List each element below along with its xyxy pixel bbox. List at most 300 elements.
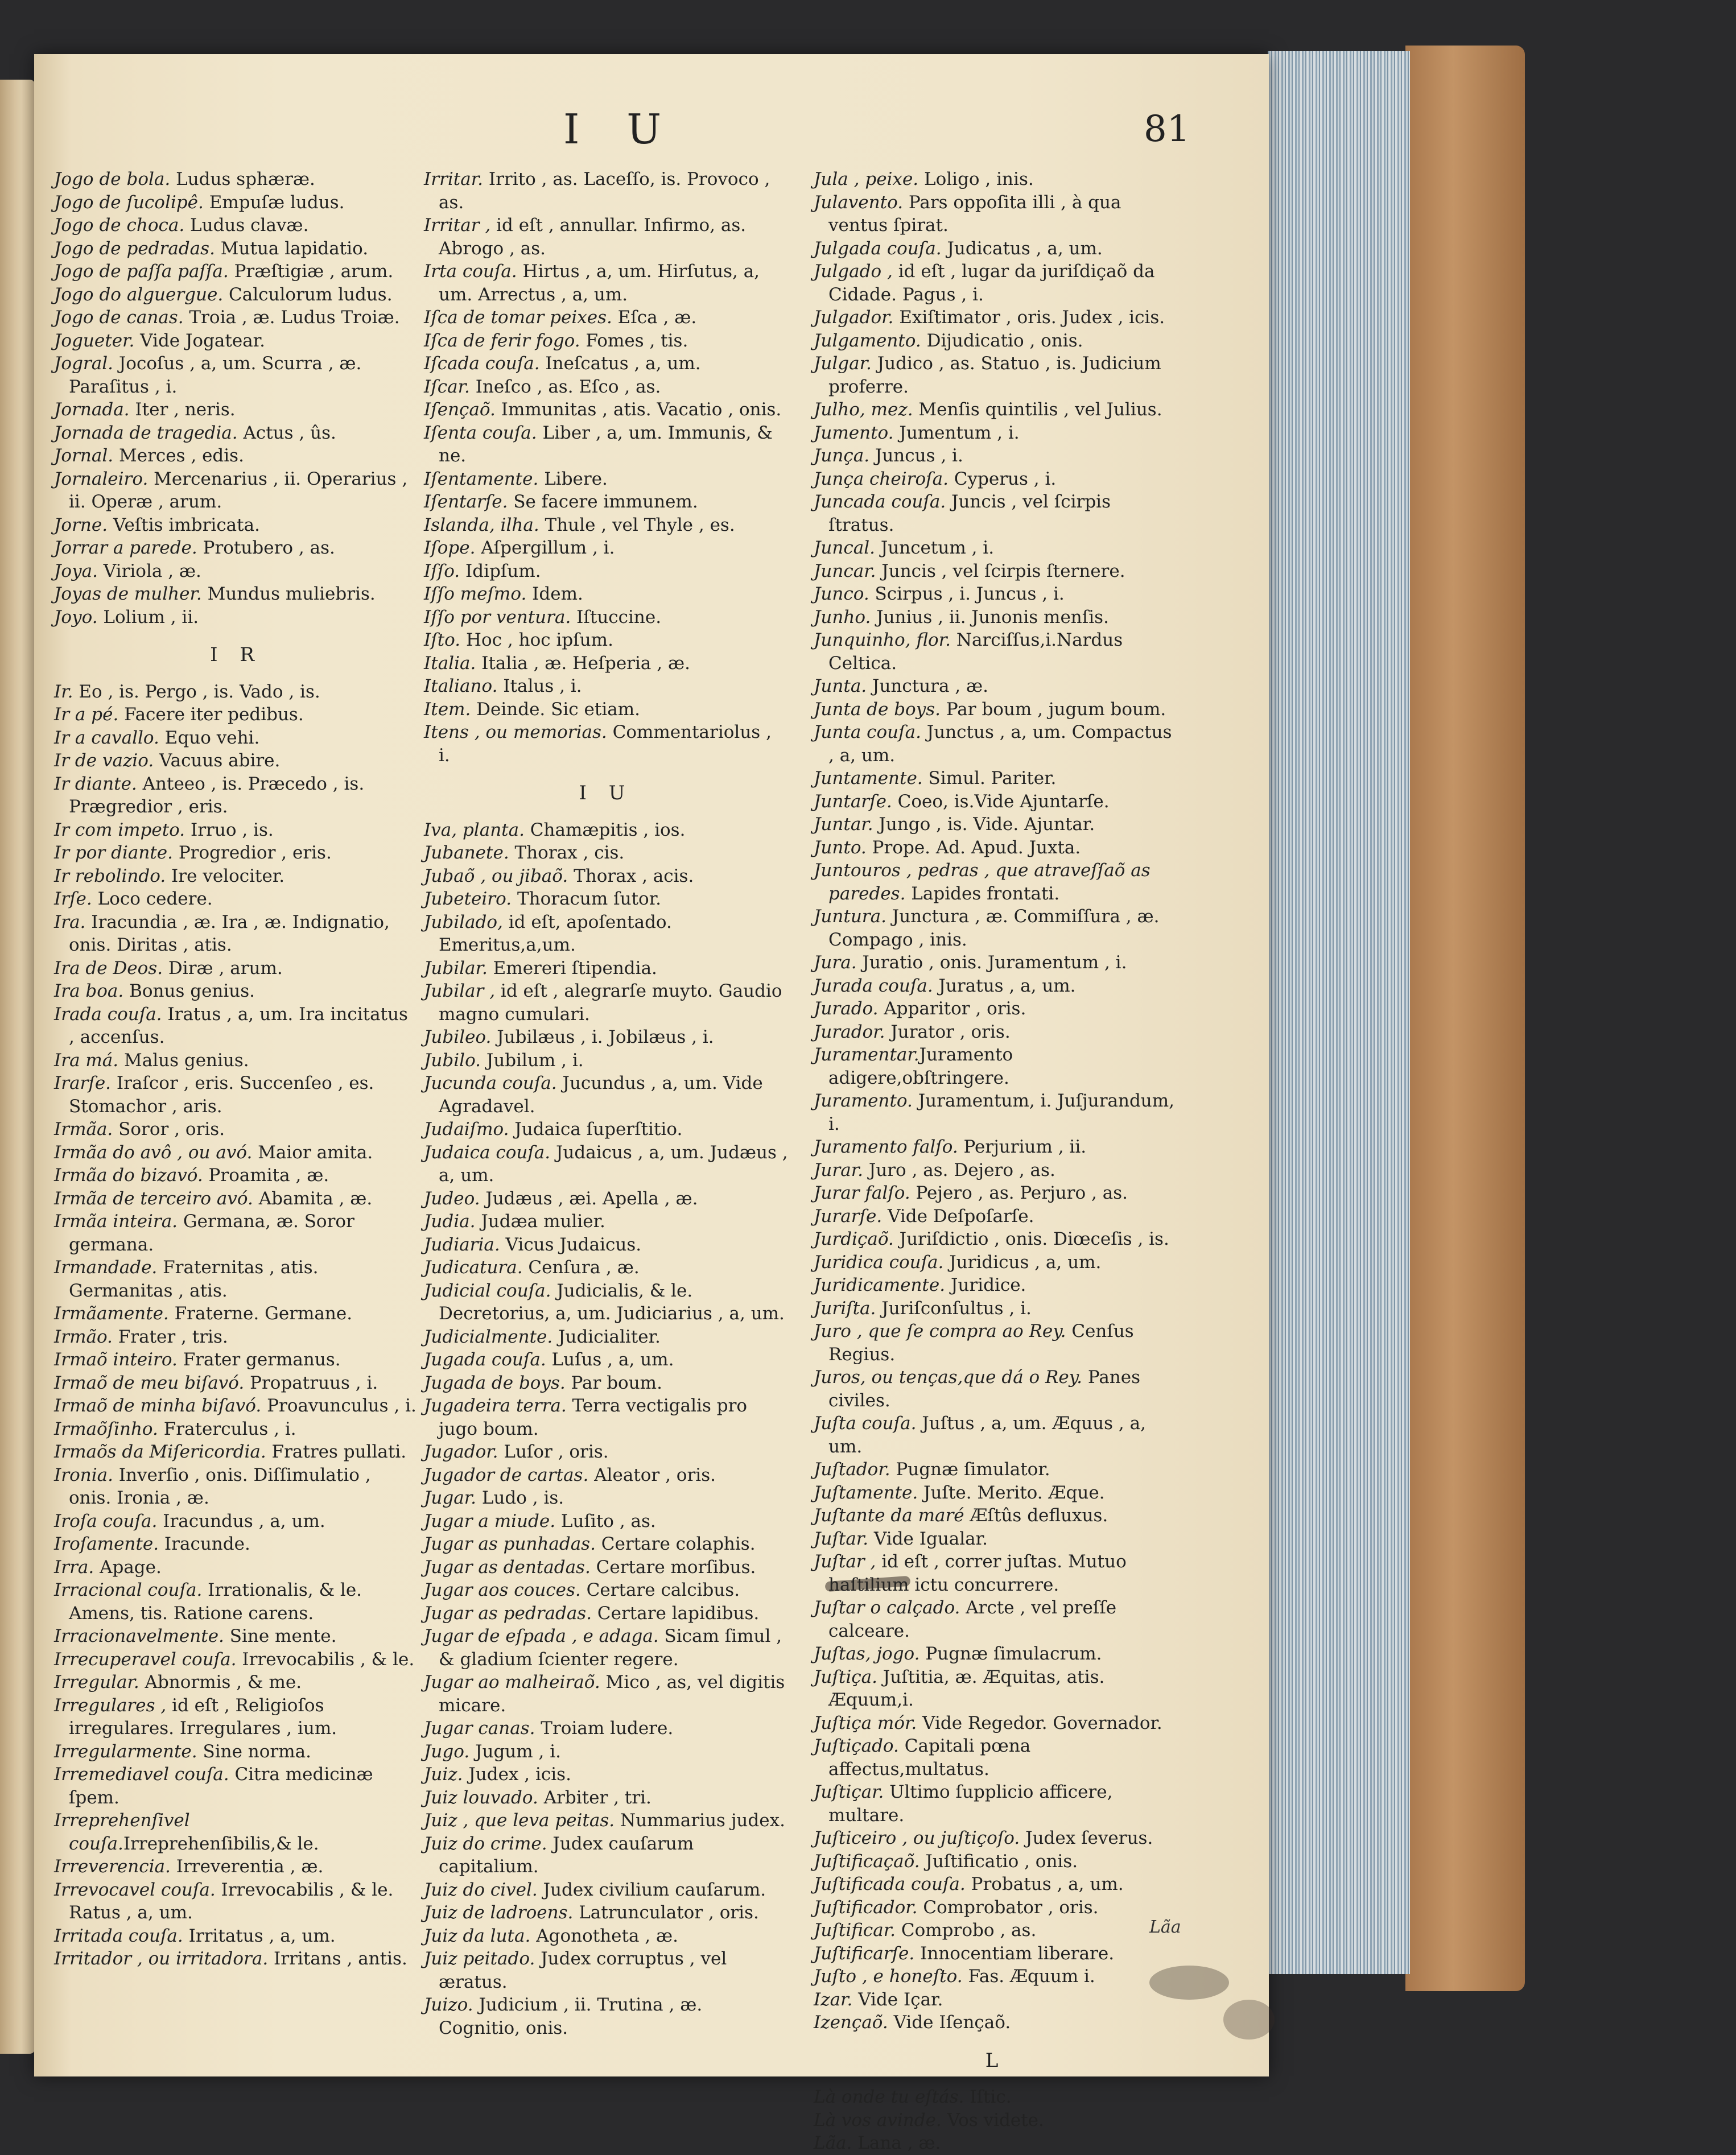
entry-translation: Anteeo , is. Præcedo , is. Prægredior , eris.: [69, 773, 365, 817]
dictionary-entry: [424, 306, 788, 329]
dictionary-entry: [54, 773, 418, 819]
entry-translation: Sine norma.: [197, 1741, 311, 1762]
entry-headword: Jorne.: [54, 514, 108, 535]
entry-translation: Malus genius.: [118, 1050, 249, 1071]
entry-headword: Junto.: [814, 837, 867, 858]
dictionary-entry: [814, 836, 1178, 860]
entry-translation: Certare colaphis.: [595, 1534, 756, 1554]
entry-translation: Par boum , jugum boum.: [940, 699, 1166, 720]
dictionary-entry: [54, 260, 418, 283]
entry-headword: Jogo de ſucolipê.: [54, 192, 204, 213]
entry-translation: Jubilæus , i. Jobilæus , i.: [491, 1027, 714, 1047]
entry-headword: Lãa.: [814, 2133, 852, 2153]
dictionary-entry: [814, 1596, 1178, 1642]
entry-headword: Iſca de ferir fogo.: [424, 330, 580, 351]
dictionary-entry: [54, 1256, 418, 1302]
dictionary-entry: [814, 859, 1178, 905]
entry-translation: Certare morſibus.: [590, 1557, 756, 1578]
dictionary-entry: [814, 329, 1178, 353]
dictionary-entry: [424, 1763, 788, 1786]
dictionary-entry: [54, 1925, 418, 1948]
entry-headword: Ira de Deos.: [54, 957, 163, 979]
entry-translation: Vicus Judaicus.: [500, 1234, 642, 1255]
entry-translation: Certare calcibus.: [580, 1580, 740, 1600]
entry-translation: Jumentum , i.: [893, 422, 1020, 443]
dictionary-entry: [424, 560, 788, 583]
entry-headword: Irmãa.: [54, 1119, 113, 1140]
entry-headword: Jugar aos couces.: [424, 1580, 581, 1600]
entry-headword: Jubeteiro.: [424, 889, 512, 909]
column-3: [814, 168, 1178, 2155]
dictionary-entry: [814, 536, 1178, 560]
dictionary-entry: [54, 1694, 418, 1740]
dictionary-entry: [424, 819, 788, 842]
entry-headword: Judiaria.: [424, 1234, 500, 1255]
entry-translation: Agonotheta , æ.: [530, 1925, 678, 1946]
dictionary-entry: [424, 1901, 788, 1925]
dictionary-entry: [54, 726, 418, 750]
entry-headword: Jura.: [814, 952, 857, 973]
dictionary-entry: [424, 652, 788, 675]
entry-translation: Veſtis imbricata.: [108, 514, 260, 535]
entry-translation: Inverſio , onis. Diſſimulatio , onis. Ironia , æ.: [69, 1464, 371, 1508]
dictionary-entry: [54, 1003, 418, 1049]
dictionary-entry: [54, 191, 418, 214]
dictionary-entry: [424, 721, 788, 767]
entry-headword: Irritador , ou irritadora.: [54, 1948, 269, 1969]
entry-translation: Apage.: [94, 1557, 162, 1578]
entry-headword: Juntouros , pedras , que atraveſſaõ as paredes.: [814, 860, 1151, 904]
entry-translation: Jucundus , a, um. Vide Agradavel.: [439, 1073, 763, 1117]
dictionary-entry: [54, 536, 418, 560]
dictionary-entry: [814, 1504, 1178, 1528]
entry-headword: Jurdiçaõ.: [814, 1229, 894, 1249]
entry-headword: Juncada couſa.: [814, 492, 946, 512]
entry-headword: Irreprehenſivel couſa.: [54, 1810, 190, 1854]
dictionary-entry: [814, 997, 1178, 1021]
dictionary-entry: [814, 1205, 1178, 1228]
entry-translation: Loco cedere.: [92, 889, 213, 909]
entry-headword: Joyo.: [54, 606, 98, 627]
entry-translation: Vos videte.: [941, 2109, 1044, 2131]
dictionary-entry: [54, 1510, 418, 1533]
entry-translation: Juncis , vel ſcirpis ſtratus.: [828, 492, 1111, 535]
dictionary-entry: [54, 1855, 418, 1879]
entry-headword: Juſta couſa.: [814, 1413, 917, 1434]
entry-translation: Præſtigiæ , arum.: [228, 261, 394, 282]
entry-headword: Judicatura.: [424, 1257, 523, 1278]
entry-translation: Luſus , a, um.: [546, 1349, 674, 1370]
entry-headword: Ira má.: [54, 1050, 119, 1071]
entry-translation: Juſte. Merito. Æque.: [918, 1482, 1105, 1503]
entry-headword: Juro , que ſe compra ao Rey.: [814, 1321, 1066, 1341]
dictionary-entry: [54, 1879, 418, 1925]
entry-translation: Ludus clavæ.: [184, 215, 309, 236]
entry-translation: id eſt , lugar da juriſdiçaõ da Cidade. Pagus , i.: [828, 261, 1155, 305]
dictionary-entry: [424, 1579, 788, 1602]
dictionary-entry: [424, 1925, 788, 1948]
entry-headword: Judeo.: [424, 1188, 480, 1209]
entry-headword: Ir com impeto.: [54, 819, 185, 840]
entry-translation: Thoracum ſutor.: [512, 889, 661, 909]
entry-translation: Equo vehi.: [159, 727, 260, 748]
entry-headword: Juſto , e honeſto.: [814, 1966, 963, 1987]
dictionary-entry: [54, 865, 418, 888]
dictionary-entry: [54, 1187, 418, 1211]
dictionary-entry: [814, 398, 1178, 422]
entry-translation: Jocoſus , a, um. Scurra , æ. Paraſitus , i.: [69, 353, 362, 397]
entry-translation: Frater germanus.: [177, 1349, 341, 1370]
entry-headword: Juiz , que leva peitas.: [424, 1810, 615, 1831]
dictionary-entry: [54, 1394, 418, 1418]
entry-translation: Pugnæ ſimulacrum.: [919, 1644, 1102, 1664]
entry-headword: Juntamente.: [814, 768, 923, 788]
entry-headword: Iſcar.: [424, 376, 470, 397]
entry-translation: Jubilum , i.: [481, 1050, 584, 1071]
dictionary-entry: [424, 1141, 788, 1187]
entry-headword: Junta couſa.: [814, 722, 921, 742]
entry-headword: Juiz louvado.: [424, 1787, 538, 1808]
book-cover-edge: [1405, 46, 1525, 1991]
entry-headword: Junça cheiroſa.: [814, 468, 949, 489]
dictionary-entry: [424, 980, 788, 1026]
entry-headword: Jugar ao malheiraõ.: [424, 1672, 600, 1692]
entry-translation: Irreprehenſibilis,& le.: [123, 1833, 319, 1854]
entry-translation: Merces , edis.: [113, 445, 244, 466]
entry-headword: Irta couſa.: [424, 261, 517, 282]
dictionary-entry: [54, 1625, 418, 1648]
entry-translation: Prope. Ad. Apud. Juxta.: [866, 837, 1081, 858]
entry-headword: Ir por diante.: [54, 843, 173, 863]
entry-translation: Ultimo ſupplicio afficere, multare.: [828, 1782, 1113, 1826]
entry-translation: Judicatus , a, um.: [941, 238, 1103, 259]
dictionary-entry: [54, 819, 418, 842]
entry-headword: Julgado ,: [814, 261, 893, 282]
dictionary-entry: [814, 1988, 1178, 2012]
entry-headword: Jugada de boys.: [424, 1372, 566, 1393]
entry-translation: Pars oppoſita illi , à qua ventus ſpirat.: [828, 192, 1121, 236]
dictionary-entry: [424, 841, 788, 865]
entry-translation: Panes civiles.: [828, 1367, 1141, 1411]
entry-headword: Juſtiça mór.: [814, 1712, 917, 1733]
entry-translation: Judæa mulier.: [475, 1211, 605, 1232]
entry-translation: Ineſcatus , a, um.: [539, 353, 701, 374]
dictionary-entry: [814, 422, 1178, 445]
dictionary-entry: [54, 352, 418, 398]
dictionary-entry: [814, 975, 1178, 998]
entry-translation: Ludus sphæræ.: [170, 169, 315, 189]
entry-translation: id eſt, apoſentado. Emeritus,a,um.: [439, 911, 672, 955]
dictionary-entry: [424, 1809, 788, 1832]
entry-headword: Irmãa do avô , ou avó.: [54, 1142, 253, 1163]
entry-headword: Junça.: [814, 445, 870, 466]
entry-headword: Irmaõ de meu biſavó.: [54, 1372, 245, 1393]
entry-translation: Junctura , æ.: [867, 676, 989, 696]
section-heading: I R: [210, 643, 262, 666]
entry-headword: Iſſo meſmo.: [424, 584, 527, 604]
entry-headword: Juridicamente.: [814, 1275, 946, 1295]
entry-translation: Junius , ii. Junonis menſis.: [871, 606, 1109, 627]
entry-translation: Judicialiter.: [552, 1326, 661, 1347]
dictionary-entry: [814, 168, 1178, 191]
dictionary-entry: [424, 1210, 788, 1233]
dictionary-entry: [814, 2132, 1178, 2155]
entry-translation: Apparitor , oris.: [878, 998, 1026, 1019]
entry-headword: Juſtificador.: [814, 1897, 918, 1918]
entry-translation: Juncis , vel ſcirpis ſternere.: [876, 560, 1125, 581]
entry-translation: Vacuus abire.: [154, 750, 281, 771]
dictionary-entry: [814, 629, 1178, 675]
entry-headword: Izençaõ.: [814, 2012, 888, 2033]
dictionary-entry: [814, 2109, 1178, 2132]
entry-translation: Bonus genius.: [123, 981, 255, 1001]
dictionary-entry: [54, 168, 418, 191]
entry-headword: Jornada de tragedia.: [54, 422, 238, 443]
entry-translation: Pejero , as. Perjuro , as.: [910, 1183, 1128, 1203]
dictionary-entry: [814, 1712, 1178, 1735]
entry-headword: Ir a pé.: [54, 704, 119, 725]
entry-headword: Junta.: [814, 676, 867, 696]
entry-translation: Actus , ûs.: [237, 422, 336, 443]
entry-headword: Irmaõſinho.: [54, 1418, 158, 1439]
dictionary-entry: [814, 260, 1178, 306]
dictionary-entry: [814, 306, 1178, 329]
entry-translation: Frater , tris.: [112, 1326, 228, 1347]
page-number: 81: [1144, 108, 1190, 150]
entry-translation: Thorax , cis.: [509, 843, 625, 863]
dictionary-entry: [814, 1274, 1178, 1297]
entry-translation: Citra medicinæ ſpem.: [69, 1764, 373, 1808]
entry-translation: Proavunculus , i.: [261, 1396, 417, 1416]
entry-headword: Ir diante.: [54, 773, 137, 794]
entry-headword: Jurar.: [814, 1159, 863, 1180]
entry-headword: Jugadeira terra.: [424, 1396, 567, 1416]
entry-headword: Junho.: [814, 606, 871, 627]
dictionary-entry: [54, 957, 418, 980]
entry-translation: Lolium , ii.: [97, 606, 199, 627]
dictionary-entry: [424, 422, 788, 468]
entry-headword: Juizo.: [424, 1995, 473, 2015]
entry-translation: Judex cauſarum capitalium.: [439, 1833, 694, 1877]
entry-headword: Jubanete.: [424, 843, 509, 863]
entry-translation: Juratio , onis. Juramentum , i.: [856, 952, 1127, 973]
entry-translation: Ineſco , as. Eſco , as.: [469, 376, 661, 397]
dictionary-entry: [424, 468, 788, 491]
entry-translation: Eo , is. Pergo , is. Vado , is.: [73, 681, 320, 702]
entry-translation: Simul. Pariter.: [922, 768, 1057, 788]
entry-headword: Iſcada couſa.: [424, 353, 540, 374]
entry-headword: Juſtar o calçado.: [814, 1597, 960, 1618]
dictionary-entry: [424, 675, 788, 698]
entry-translation: Hoc , hoc ipſum.: [460, 630, 613, 650]
entry-headword: Juſtiçado.: [814, 1736, 899, 1756]
entry-headword: Iva, planta.: [424, 819, 525, 840]
entry-translation: Iſtuccine.: [571, 606, 662, 627]
dictionary-entry: [54, 560, 418, 583]
entry-headword: Irarſe.: [54, 1073, 112, 1093]
dictionary-entry: [54, 214, 418, 237]
entry-translation: Capitali pœna affectus,multatus.: [828, 1736, 1031, 1780]
entry-translation: Cenſus Regius.: [828, 1321, 1134, 1365]
entry-headword: Jugar.: [424, 1488, 476, 1508]
dictionary-entry: [424, 514, 788, 537]
entry-translation: Juramentum, i. Juſjurandum, i.: [828, 1091, 1175, 1134]
dictionary-entry: [54, 887, 418, 911]
entry-translation: Proamita , æ.: [203, 1165, 329, 1186]
entry-headword: Joya.: [54, 560, 98, 581]
entry-translation: Mico , as, vel digitis micare.: [439, 1672, 785, 1716]
entry-headword: Juiz peitado.: [424, 1948, 535, 1969]
entry-translation: Loligo , inis.: [918, 169, 1034, 189]
dictionary-entry: [54, 749, 418, 773]
entry-headword: Irmaõ inteiro.: [54, 1349, 178, 1370]
entry-translation: Troiam ludere.: [535, 1718, 674, 1739]
dictionary-entry: [54, 1809, 418, 1855]
entry-headword: Junta de boys.: [814, 699, 941, 720]
dictionary-entry: [54, 468, 418, 514]
entry-headword: Juſtamente.: [814, 1482, 918, 1503]
entry-translation: Irrationalis, & le. Amens, tis. Ratione carens.: [69, 1580, 362, 1624]
dictionary-entry: [54, 237, 418, 261]
entry-translation: Vide Deſpoſarſe.: [882, 1206, 1034, 1227]
dictionary-entry: [424, 1256, 788, 1279]
entry-headword: Jubilado,: [424, 911, 503, 932]
entry-translation: Irreverentia , æ.: [170, 1856, 324, 1877]
entry-headword: Jurada couſa.: [814, 975, 933, 996]
entry-headword: Irregular.: [54, 1672, 139, 1692]
dictionary-entry: [424, 398, 788, 422]
entry-headword: Jogo de bola.: [54, 169, 171, 189]
running-head: I U: [563, 105, 679, 153]
section-heading: L: [985, 2049, 1007, 2072]
entry-translation: Calculorum ludus.: [223, 284, 393, 305]
entry-headword: Juſtar ,: [814, 1551, 876, 1572]
entry-headword: Ir.: [54, 681, 73, 702]
dictionary-entry: [814, 1182, 1178, 1205]
entry-translation: Coeo, is.Vide Ajuntarſe.: [892, 791, 1110, 812]
entry-headword: Juntura.: [814, 906, 886, 927]
entry-translation: Irritans , antis.: [268, 1948, 407, 1969]
dictionary-entry: [814, 2011, 1178, 2034]
entry-headword: Irſe.: [54, 889, 92, 909]
entry-translation: Thorax , acis.: [568, 865, 694, 886]
dictionary-entry: [54, 1533, 418, 1556]
entry-translation: Iracundia , æ. Ira , æ. Indignatio, onis. Diritas , atis.: [69, 911, 390, 955]
entry-headword: Irritar ,: [424, 215, 491, 236]
entry-translation: Italia , æ. Heſperia , æ.: [476, 653, 690, 674]
dictionary-entry: [54, 703, 418, 726]
entry-headword: Juſtificada couſa.: [814, 1874, 966, 1894]
entry-translation: Arbiter , tri.: [538, 1787, 651, 1808]
dictionary-entry: [424, 1671, 788, 1717]
entry-headword: Jornaleiro.: [54, 468, 149, 489]
entry-headword: Ir a cavallo.: [54, 727, 159, 748]
dictionary-entry: [814, 1043, 1178, 1089]
entry-translation: Mutua lapidatio.: [215, 238, 369, 259]
entry-translation: Irrevocabilis , & le.: [236, 1649, 415, 1670]
entry-translation: Idipſum.: [460, 560, 541, 581]
entry-headword: Jubilo.: [424, 1050, 481, 1071]
entry-translation: Protubero , as.: [197, 538, 335, 558]
entry-headword: Iſto.: [424, 630, 461, 650]
entry-translation: id eſt , alegrarſe muyto. Gaudio magno cumulari.: [439, 981, 782, 1025]
entry-headword: Jugar as pedradas.: [424, 1603, 592, 1624]
dictionary-entry: [54, 1579, 418, 1625]
dictionary-entry: [54, 1648, 418, 1671]
entry-headword: Junquinho, flor.: [814, 630, 951, 650]
dictionary-entry: [424, 1464, 788, 1487]
entry-translation: Italus , i.: [497, 676, 582, 696]
entry-translation: Aſpergillum , i.: [475, 538, 615, 558]
entry-headword: Là vos avinde.: [814, 2109, 942, 2131]
entry-translation: Juramento adigere,obſtringere.: [828, 1045, 1013, 1088]
entry-translation: Judaica ſuperſtitio.: [509, 1119, 683, 1140]
entry-headword: Iroſamente.: [54, 1534, 159, 1554]
dictionary-entry: [54, 1164, 418, 1187]
entry-translation: Hirtus , a, um. Hirſutus, a, um. Arrectus , a, um.: [439, 261, 760, 305]
dictionary-entry: [814, 951, 1178, 975]
dictionary-entry: [814, 790, 1178, 814]
dictionary-entry: [424, 1879, 788, 1902]
dictionary-entry: [54, 1556, 418, 1579]
entry-headword: Jogo do alguergue.: [54, 284, 224, 305]
entry-headword: Jogueter.: [54, 330, 135, 351]
entry-headword: Irreverencia.: [54, 1856, 171, 1877]
dictionary-entry: [54, 606, 418, 629]
entry-headword: Jubileo.: [424, 1027, 492, 1047]
dictionary-entry: [424, 1993, 788, 2040]
entry-headword: Jugar as punhadas.: [424, 1534, 596, 1554]
entry-translation: Lapides frontati.: [905, 883, 1060, 904]
dictionary-entry: [814, 1458, 1178, 1481]
dictionary-entry: [54, 329, 418, 353]
dictionary-entry: [424, 1947, 788, 1993]
dictionary-entry: [54, 1947, 418, 1971]
entry-headword: Irrecuperavel couſa.: [54, 1649, 237, 1670]
entry-translation: Abnormis , & me.: [139, 1672, 302, 1692]
entry-translation: Mercenarius , ii. Operarius , ii. Operæ , arum.: [69, 468, 408, 512]
dictionary-entry: [814, 444, 1178, 468]
entry-translation: Comprobator , oris.: [917, 1897, 1099, 1918]
entry-translation: Iter , neris.: [129, 399, 236, 420]
dictionary-entry: [424, 1602, 788, 1625]
dictionary-entry: [814, 191, 1178, 237]
entry-translation: Deinde. Sic etiam.: [471, 699, 640, 720]
dictionary-entry: [54, 1740, 418, 1764]
entry-headword: Iſope.: [424, 538, 476, 558]
dictionary-entry: [814, 1366, 1178, 1412]
dictionary-entry: [54, 444, 418, 468]
dictionary-entry: [54, 306, 418, 329]
entry-translation: Idem.: [526, 584, 583, 604]
entry-headword: Jubilar ,: [424, 981, 496, 1001]
entry-translation: Ire velociter.: [166, 865, 285, 886]
entry-headword: Judicialmente.: [424, 1326, 553, 1347]
entry-headword: Irracional couſa.: [54, 1580, 203, 1600]
dictionary-entry: [424, 1625, 788, 1671]
entry-translation: Iratus , a, um. Ira incitatus , accenſus.: [69, 1004, 408, 1047]
dictionary-entry: [814, 813, 1178, 836]
entry-headword: Ironia.: [54, 1464, 113, 1485]
dictionary-entry: [424, 1026, 788, 1049]
entry-translation: Abamita , æ.: [253, 1188, 373, 1209]
entry-translation: Perjurium , ii.: [958, 1137, 1087, 1157]
entry-translation: Iraſcor , eris. Succenſeo , es. Stomachor , aris.: [69, 1073, 374, 1117]
entry-translation: Fratres pullati.: [266, 1442, 407, 1462]
dictionary-entry: [424, 698, 788, 721]
entry-translation: Propatruus , i.: [244, 1372, 378, 1393]
entry-translation: Judaicus , a, um. Judæus , a, um.: [439, 1142, 788, 1186]
